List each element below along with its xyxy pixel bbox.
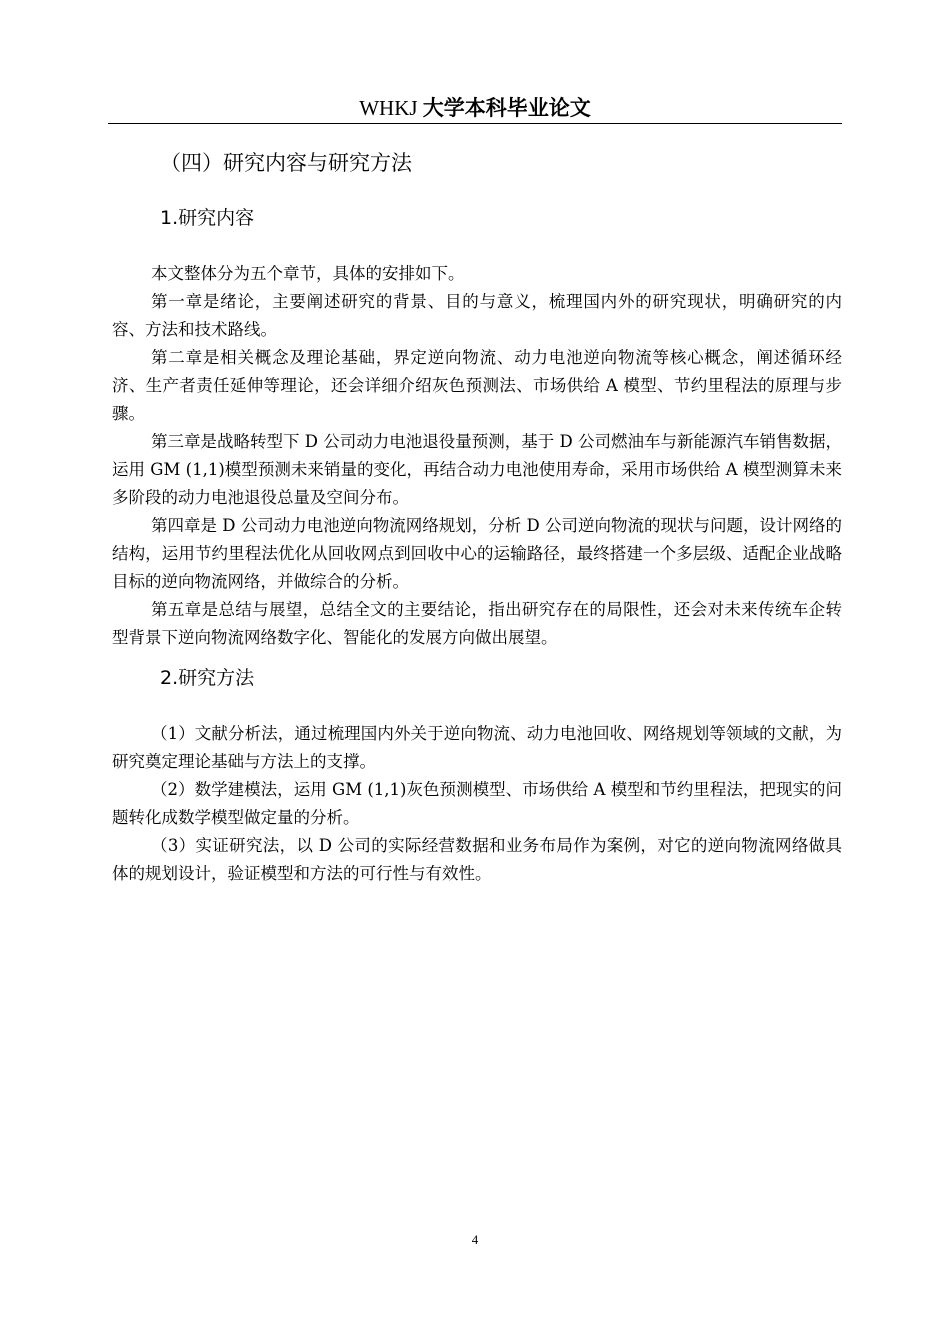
research-content-heading: 1.研究内容 <box>160 207 255 229</box>
research-content-body <box>112 260 842 652</box>
page-header <box>108 92 842 124</box>
paragraph-method-1: （1）文献分析法，通过梳理国内外关于逆向物流、动力电池回收、网络规划等领域的文献，为研究奠定理论基础与方法上的支撑。 <box>112 724 842 771</box>
page-number: 4 <box>471 1232 479 1247</box>
paragraph-method-2: （2）数学建模法，运用 GM (1,1)灰色预测模型、市场供给 A 模型和节约里程法，把现实的问题转化成数学模型做定量的分析。 <box>112 780 842 827</box>
research-methods-body <box>112 720 842 888</box>
paragraph-method-3: （3）实证研究法，以 D 公司的实际经营数据和业务布局作为案例，对它的逆向物流网络做具体的规划设计，验证模型和方法的可行性与有效性。 <box>112 836 842 883</box>
research-methods-heading: 2.研究方法 <box>160 667 255 689</box>
paragraph-chapter-4: 第四章是 D 公司动力电池逆向物流网络规划，分析 D 公司逆向物流的现状与问题，设计网络的结构，运用节约里程法优化从回收网点到回收中心的运输路径，最终搭建一个多层级、适配企业战略目标的逆向物流网络，并做综合的分析。 <box>112 516 842 591</box>
paragraph-intro: 本文整体分为五个章节，具体的安排如下。 <box>151 264 465 283</box>
header-school-code: WHKJ <box>359 96 423 120</box>
paragraph-chapter-3: 第三章是战略转型下 D 公司动力电池退役量预测，基于 D 公司燃油车与新能源汽车销售数据，运用 GM (1,1)模型预测未来销量的变化，再结合动力电池使用寿命，采用市场供给 A 模型测算未来多阶段的动力电池退役总量及空间分布。 <box>112 432 842 507</box>
paragraph-chapter-5: 第五章是总结与展望，总结全文的主要结论，指出研究存在的局限性，还会对未来传统车企转型背景下逆向物流网络数字化、智能化的发展方向做出展望。 <box>112 600 842 647</box>
paragraph-chapter-2: 第二章是相关概念及理论基础，界定逆向物流、动力电池逆向物流等核心概念，阐述循环经济、生产者责任延伸等理论，还会详细介绍灰色预测法、市场供给 A 模型、节约里程法的原理与步骤。 <box>112 348 842 423</box>
paragraph-chapter-1: 第一章是绪论，主要阐述研究的背景、目的与意义，梳理国内外的研究现状，明确研究的内容、方法和技术路线。 <box>112 292 842 339</box>
header-title: 大学本科毕业论文 <box>422 96 591 120</box>
section-title: （四）研究内容与研究方法 <box>160 151 412 175</box>
